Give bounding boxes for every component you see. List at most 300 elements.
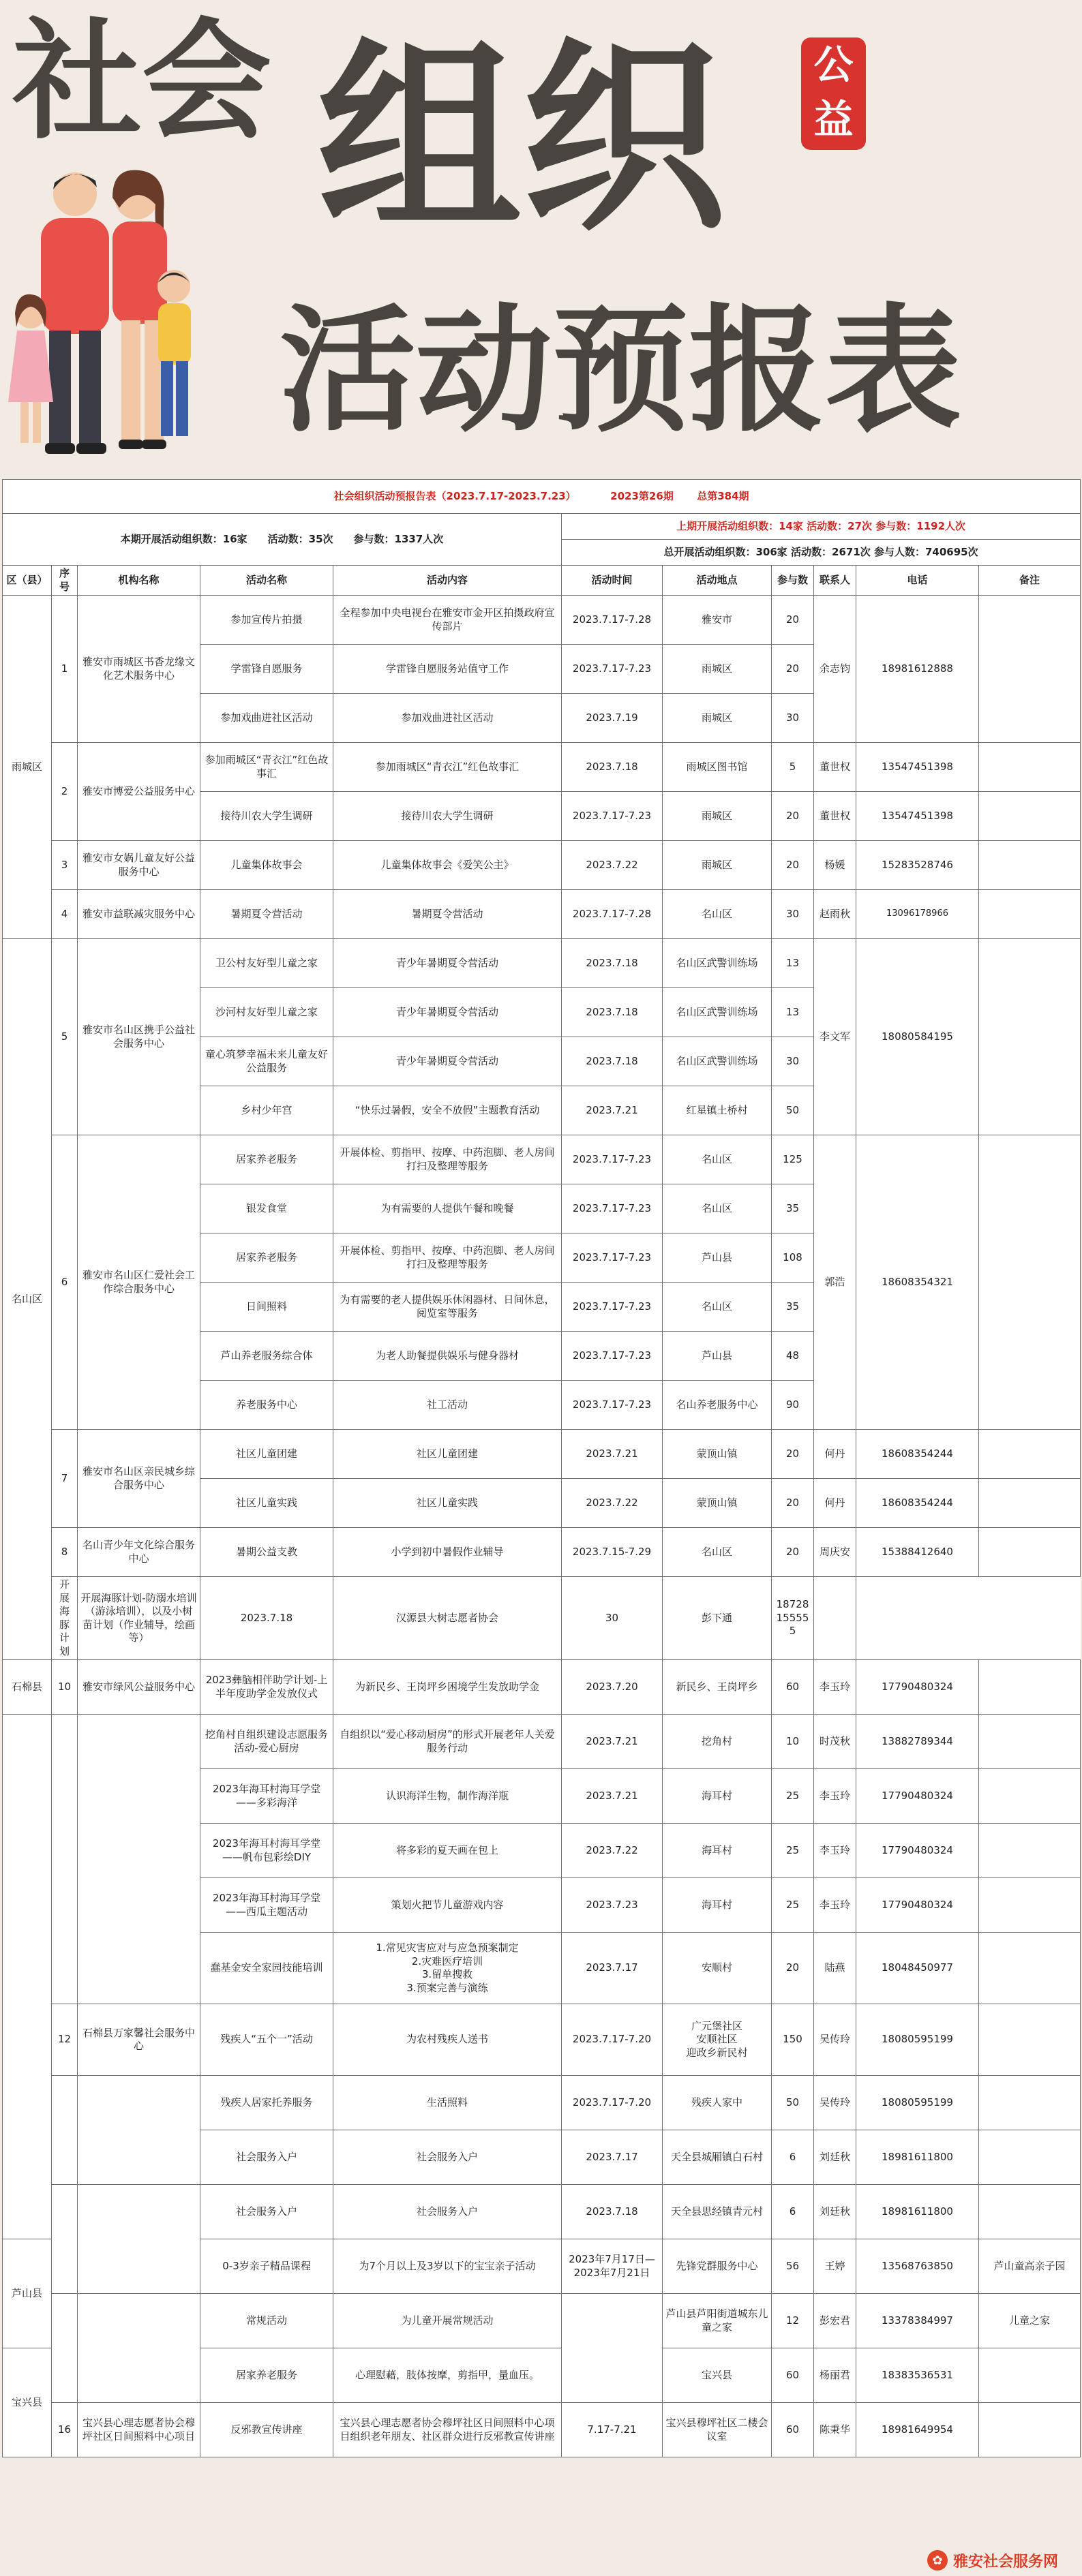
activity-content-cell: 社会服务入户 — [333, 2130, 562, 2185]
activity-place-cell: 广元堡社区 安顺社区 迎政乡新民村 — [663, 2004, 772, 2076]
activity-time-cell: 2023.7.18 — [562, 743, 663, 792]
column-header: 活动地点 — [663, 566, 772, 596]
activity-time-cell: 2023.7.18 — [562, 939, 663, 988]
contact-cell: 彭下通 — [663, 1577, 772, 1660]
activity-content-cell: 为新民乡、王岗坪乡困境学生发放助学金 — [333, 1660, 562, 1715]
column-header: 电话 — [856, 566, 979, 596]
activity-time-cell: 2023.7.15-7.29 — [562, 1528, 663, 1577]
participant-count-cell: 30 — [772, 1037, 814, 1086]
participant-count-cell: 20 — [772, 1528, 814, 1577]
contact-cell: 李玉玲 — [814, 1878, 856, 1933]
activity-time-cell: 2023.7.17-7.20 — [562, 2004, 663, 2076]
participant-count-cell: 60 — [772, 1660, 814, 1715]
phone-cell: 17790480324 — [856, 1769, 979, 1824]
column-header: 活动名称 — [200, 566, 333, 596]
activity-place-cell: 名山区 — [663, 890, 772, 939]
activity-time-cell: 2023.7.17-7.23 — [562, 1135, 663, 1184]
seq-cell: 5 — [52, 939, 78, 1135]
activity-content-cell: 青少年暑期夏令营活动 — [333, 988, 562, 1037]
activity-place-cell: 新民乡、王岗坪乡 — [663, 1660, 772, 1715]
activity-content-cell: 社区儿童团建 — [333, 1430, 562, 1479]
contact-cell: 杨媛 — [814, 841, 856, 890]
report-issue: 2023第26期 — [610, 489, 674, 502]
banner — [0, 0, 1082, 477]
contact-cell: 吴传玲 — [814, 2076, 856, 2130]
participant-count-cell: 10 — [772, 1715, 814, 1769]
activity-place-cell: 名山区 — [663, 1135, 772, 1184]
phone-cell: 13547451398 — [856, 743, 979, 792]
seq-cell — [52, 1715, 78, 2004]
phone-cell: 13378384997 — [856, 2294, 979, 2348]
activity-name-cell: 参加雨城区“青衣江”红色故事汇 — [200, 743, 333, 792]
participant-count-cell: 6 — [772, 2130, 814, 2185]
phone-cell: 18383536531 — [856, 2348, 979, 2403]
activity-content-cell: 为7个月以上及3岁以下的宝宝亲子活动 — [333, 2239, 562, 2294]
phone-cell: 15283528746 — [856, 841, 979, 890]
activity-content-cell: 社工活动 — [333, 1381, 562, 1430]
participant-count-cell: 20 — [772, 1933, 814, 2004]
table-row — [3, 890, 1081, 939]
total-summary: 总开展活动组织数：306家 活动数：2671次 参与人数：740695次 — [562, 540, 1081, 566]
report-title: 社会组织活动预报告表（2023.7.17-2023.7.23） — [333, 489, 576, 502]
activity-content-cell: 为有需要的人提供午餐和晚餐 — [333, 1184, 562, 1233]
participant-count-cell: 30 — [772, 694, 814, 743]
table-row — [3, 2403, 1081, 2457]
table-header-row — [3, 566, 1081, 596]
activity-time-cell: 2023.7.19 — [562, 694, 663, 743]
activity-place-cell: 雨城区 — [663, 792, 772, 841]
participant-count-cell: 25 — [772, 1878, 814, 1933]
note-cell — [979, 939, 1081, 1135]
org-name-cell — [78, 2185, 200, 2294]
phone-cell: 18608354244 — [856, 1430, 979, 1479]
seq-cell — [52, 2076, 78, 2185]
participant-count-cell: 5 — [772, 743, 814, 792]
activity-name-cell: 社会服务入户 — [200, 2130, 333, 2185]
contact-cell: 何丹 — [814, 1479, 856, 1528]
activity-time-cell: 2023年7月17日—2023年7月21日 — [562, 2239, 663, 2294]
table-row — [3, 2004, 1081, 2076]
activity-name-cell: 残疾人“五个一”活动 — [200, 2004, 333, 2076]
phone-cell: 17790480324 — [856, 1824, 979, 1878]
phone-cell: 13568763850 — [856, 2239, 979, 2294]
activity-name-cell: 2023年海耳村海耳学堂——帆布包彩绘DIY — [200, 1824, 333, 1878]
activity-place-cell: 宝兴县 — [663, 2348, 772, 2403]
note-cell — [979, 890, 1081, 939]
note-cell: 儿童之家 — [979, 2294, 1081, 2348]
last-period-summary: 上期开展活动组织数：14家 活动数：27次 参与数：1192人次 — [562, 514, 1081, 540]
activity-time-cell: 2023.7.17-7.23 — [562, 1381, 663, 1430]
activity-place-cell: 芦山县 — [663, 1332, 772, 1381]
activity-content-cell: 策划火把节儿童游戏内容 — [333, 1878, 562, 1933]
column-header: 备注 — [979, 566, 1081, 596]
activity-name-cell: 居家养老服务 — [200, 2348, 333, 2403]
activity-name-cell: 2023彝脑相伴助学计划-上半年度助学金发放仪式 — [200, 1660, 333, 1715]
note-cell — [979, 2004, 1081, 2076]
column-header: 序号 — [52, 566, 78, 596]
table-row — [3, 1715, 1081, 1769]
participant-count-cell: 25 — [772, 1769, 814, 1824]
activity-time-cell: 2023.7.17-7.23 — [562, 792, 663, 841]
phone-cell: 18981611800 — [856, 2185, 979, 2239]
district-cell — [3, 1715, 52, 2239]
contact-cell: 李玉玲 — [814, 1824, 856, 1878]
participant-count-cell: 13 — [772, 939, 814, 988]
activity-name-cell: 沙河村友好型儿童之家 — [200, 988, 333, 1037]
activity-name-cell: 暑期夏令营活动 — [200, 890, 333, 939]
participant-count-cell: 35 — [772, 1184, 814, 1233]
activity-content-cell: 儿童集体故事会《爱笑公主》 — [333, 841, 562, 890]
activity-name-cell: 2023年海耳村海耳学堂——西瓜主题活动 — [200, 1878, 333, 1933]
column-header: 区（县） — [3, 566, 52, 596]
activity-content-cell: 开展体检、剪指甲、按摩、中药泡脚、老人房间打扫及整理等服务 — [333, 1233, 562, 1283]
note-cell — [979, 1715, 1081, 1769]
participant-count-cell: 30 — [562, 1577, 663, 1660]
activity-time-cell: 2023.7.22 — [562, 1479, 663, 1528]
activity-name-cell: 卫公村友好型儿童之家 — [200, 939, 333, 988]
note-cell — [979, 2185, 1081, 2239]
district-cell: 宝兴县 — [3, 2348, 52, 2457]
activity-time-cell: 2023.7.21 — [562, 1430, 663, 1479]
activity-name-cell: 社区儿童实践 — [200, 1479, 333, 1528]
org-name-cell — [78, 1715, 200, 2004]
participant-count-cell: 150 — [772, 2004, 814, 2076]
org-name-cell — [78, 2076, 200, 2185]
activity-name-cell: 学雷锋自愿服务 — [200, 645, 333, 694]
contact-cell: 刘廷秋 — [814, 2185, 856, 2239]
org-name-cell: 雅安市博爱公益服务中心 — [78, 743, 200, 841]
phone-cell: 18080595199 — [856, 2076, 979, 2130]
seal-char-bottom: 益 — [813, 96, 854, 142]
phone-cell: 18728155555 — [772, 1577, 814, 1660]
contact-cell: 余志钧 — [814, 596, 856, 743]
activity-name-cell: 2023年海耳村海耳学堂——多彩海洋 — [200, 1769, 333, 1824]
activity-name-cell: 开展海豚计划 — [52, 1577, 78, 1660]
activity-time-cell: 2023.7.22 — [562, 1824, 663, 1878]
org-name-cell: 石棉县万家馨社会服务中心 — [78, 2004, 200, 2076]
site-footer — [927, 2549, 1058, 2572]
activity-place-cell: 海耳村 — [663, 1769, 772, 1824]
phone-cell: 13547451398 — [856, 792, 979, 841]
participant-count-cell: 35 — [772, 1283, 814, 1332]
seq-cell: 12 — [52, 2004, 78, 2076]
column-header: 机构名称 — [78, 566, 200, 596]
site-name: 雅安社会服务网 — [953, 2553, 1059, 2571]
activity-content-cell: 生活照料 — [333, 2076, 562, 2130]
contact-cell: 郭浩 — [814, 1135, 856, 1430]
activity-name-cell: 常规活动 — [200, 2294, 333, 2348]
contact-cell: 陆燕 — [814, 1933, 856, 2004]
activity-place-cell: 天全县城厢镇白石村 — [663, 2130, 772, 2185]
participant-count-cell: 108 — [772, 1233, 814, 1283]
public-welfare-seal — [801, 37, 866, 150]
activity-content-cell: 青少年暑期夏令营活动 — [333, 1037, 562, 1086]
note-cell — [979, 2130, 1081, 2185]
participant-count-cell: 20 — [772, 1479, 814, 1528]
seq-cell: 1 — [52, 596, 78, 743]
org-name-cell: 雅安市雨城区书香龙缘文化艺术服务中心 — [78, 596, 200, 743]
contact-cell: 何丹 — [814, 1430, 856, 1479]
org-name-cell: 名山青少年文化综合服务中心 — [78, 1528, 200, 1577]
participant-count-cell: 30 — [772, 890, 814, 939]
contact-cell: 杨丽君 — [814, 2348, 856, 2403]
activity-content-cell: 为儿童开展常规活动 — [333, 2294, 562, 2348]
note-cell — [979, 1769, 1081, 1824]
table-row — [3, 2076, 1081, 2130]
activity-time-cell: 2023.7.21 — [562, 1086, 663, 1135]
phone-cell: 18608354321 — [856, 1135, 979, 1430]
district-cell: 芦山县 — [3, 2239, 52, 2348]
activity-content-cell: 暑期夏令营活动 — [333, 890, 562, 939]
phone-cell: 18080595199 — [856, 2004, 979, 2076]
phone-cell: 18608354244 — [856, 1479, 979, 1528]
activity-name-cell: 暑期公益支教 — [200, 1528, 333, 1577]
contact-cell: 吴传玲 — [814, 2004, 856, 2076]
seal-char-top: 公 — [813, 42, 854, 88]
activity-place-cell: 雨城区 — [663, 694, 772, 743]
activity-time-cell: 2023.7.18 — [562, 988, 663, 1037]
banner-title-forecast: 活动预报表 — [280, 292, 962, 450]
district-cell: 名山区 — [3, 939, 52, 1660]
note-cell — [979, 1135, 1081, 1430]
note-cell — [979, 2403, 1081, 2457]
table-row — [3, 596, 1081, 645]
org-name-cell: 雅安市名山区仁爱社会工作综合服务中心 — [78, 1135, 200, 1430]
activity-time-cell: 2023.7.17-7.23 — [562, 1184, 663, 1233]
participant-count-cell: 20 — [772, 1430, 814, 1479]
table-row — [3, 1528, 1081, 1577]
activity-time-cell: 2023.7.22 — [562, 841, 663, 890]
phone-cell: 18048450977 — [856, 1933, 979, 2004]
table-row — [3, 1430, 1081, 1479]
activity-time-cell: 7.17-7.21 — [562, 2403, 663, 2457]
table-row — [3, 1135, 1081, 1184]
note-cell — [979, 1878, 1081, 1933]
activity-time-cell: 2023.7.17-7.23 — [562, 1233, 663, 1283]
activity-name-cell: 蠢基金安全家园技能培训 — [200, 1933, 333, 2004]
activity-name-cell: 童心筑梦幸福未来儿童友好公益服务 — [200, 1037, 333, 1086]
family-illustration — [0, 157, 218, 477]
contact-cell: 王婷 — [814, 2239, 856, 2294]
activity-content-cell: 为老人助餐提供娱乐与健身器材 — [333, 1332, 562, 1381]
activity-time-cell: 2023.7.17-7.28 — [562, 890, 663, 939]
activity-place-cell: 海耳村 — [663, 1824, 772, 1878]
participant-count-cell: 20 — [772, 596, 814, 645]
participant-count-cell: 13 — [772, 988, 814, 1037]
activity-time-cell: 2023.7.17-7.23 — [562, 1332, 663, 1381]
activity-place-cell: 天全县思经镇青元村 — [663, 2185, 772, 2239]
seq-cell — [52, 2185, 78, 2294]
participant-count-cell: 20 — [772, 841, 814, 890]
phone-cell: 17790480324 — [856, 1660, 979, 1715]
activity-content-cell: 宝兴县心理志愿者协会穆坪社区日间照料中心项目组织老年朋友、社区群众进行反邪教宣传讲座 — [333, 2403, 562, 2457]
participant-count-cell: 6 — [772, 2185, 814, 2239]
table-row — [3, 2294, 1081, 2348]
seq-cell — [52, 2294, 78, 2403]
activity-content-cell: 社会服务入户 — [333, 2185, 562, 2239]
banner-title-organization: 组织 — [317, 20, 726, 258]
activity-content-cell: 开展体检、剪指甲、按摩、中药泡脚、老人房间打扫及整理等服务 — [333, 1135, 562, 1184]
activity-content-cell: 心理慰藉，肢体按摩，剪指甲，量血压。 — [333, 2348, 562, 2403]
column-header: 活动时间 — [562, 566, 663, 596]
phone-cell: 18981611800 — [856, 2130, 979, 2185]
table-row — [3, 2185, 1081, 2239]
contact-cell: 彭宏君 — [814, 2294, 856, 2348]
activity-name-cell: 接待川农大学生调研 — [200, 792, 333, 841]
note-cell — [979, 1824, 1081, 1878]
activity-name-cell: 日间照料 — [200, 1283, 333, 1332]
org-name-cell — [78, 2294, 200, 2403]
seq-cell: 6 — [52, 1135, 78, 1430]
phone-cell: 18080584195 — [856, 939, 979, 1135]
activity-place-cell: 名山养老服务中心 — [663, 1381, 772, 1430]
activity-name-cell: 社区儿童团建 — [200, 1430, 333, 1479]
note-cell — [979, 1479, 1081, 1528]
participant-count-cell: 90 — [772, 1381, 814, 1430]
table-row — [3, 939, 1081, 988]
activity-content-cell: 自组织以“爱心移动厨房”的形式开展老年人关爱服务行动 — [333, 1715, 562, 1769]
activity-time-cell: 2023.7.17-7.20 — [562, 2076, 663, 2130]
activity-time-cell — [562, 2294, 663, 2403]
activity-content-cell: 将多彩的夏天画在包上 — [333, 1824, 562, 1878]
activity-report-table — [2, 479, 1081, 2457]
seq-cell: 3 — [52, 841, 78, 890]
activity-time-cell: 2023.7.18 — [562, 2185, 663, 2239]
column-header: 活动内容 — [333, 566, 562, 596]
activity-place-cell: 先锋党群服务中心 — [663, 2239, 772, 2294]
report-table-container — [2, 479, 1080, 2457]
contact-cell: 时茂秋 — [814, 1715, 856, 1769]
activity-place-cell: 名山区武警训练场 — [663, 988, 772, 1037]
activity-place-cell: 红星镇土桥村 — [663, 1086, 772, 1135]
participant-count-cell: 50 — [772, 2076, 814, 2130]
district-cell: 石棉县 — [3, 1660, 52, 1715]
note-cell: 芦山童高亲子园 — [979, 2239, 1081, 2294]
activity-name-cell: 银发食堂 — [200, 1184, 333, 1233]
activity-content-cell: 为农村残疾人送书 — [333, 2004, 562, 2076]
activity-place-cell: 名山区 — [663, 1528, 772, 1577]
activity-place-cell: 雨城区 — [663, 841, 772, 890]
org-name-cell: 雅安市绿风公益服务中心 — [78, 1660, 200, 1715]
org-name-cell: 雅安市益联减灾服务中心 — [78, 890, 200, 939]
activity-place-cell: 蒙顶山镇 — [663, 1430, 772, 1479]
participant-count-cell: 50 — [772, 1086, 814, 1135]
table-row — [3, 841, 1081, 890]
contact-cell: 李文军 — [814, 939, 856, 1135]
table-row — [3, 1577, 1081, 1660]
note-cell — [979, 792, 1081, 841]
note-cell — [979, 2076, 1081, 2130]
activity-place-cell: 雅安市 — [663, 596, 772, 645]
activity-place-cell: 海耳村 — [663, 1878, 772, 1933]
activity-content-cell: 接待川农大学生调研 — [333, 792, 562, 841]
activity-place-cell: 芦山县 — [663, 1233, 772, 1283]
participant-count-cell: 60 — [772, 2348, 814, 2403]
activity-content-cell: 参加雨城区“青衣江”红色故事汇 — [333, 743, 562, 792]
phone-cell: 17790480324 — [856, 1878, 979, 1933]
activity-content-cell: “快乐过暑假，安全不放假”主题教育活动 — [333, 1086, 562, 1135]
phone-cell: 15388412640 — [856, 1528, 979, 1577]
report-title-row — [3, 480, 1081, 514]
note-cell — [979, 841, 1081, 890]
activity-time-cell: 2023.7.18 — [200, 1577, 333, 1660]
activity-time-cell: 2023.7.17 — [562, 1933, 663, 2004]
contact-cell: 李玉玲 — [814, 1769, 856, 1824]
activity-name-cell: 反邪教宣传讲座 — [200, 2403, 333, 2457]
activity-name-cell: 挖角村自组织建设志愿服务活动-爱心厨房 — [200, 1715, 333, 1769]
org-name-cell: 宝兴县心理志愿者协会穆坪社区日间照料中心项目 — [78, 2403, 200, 2457]
seq-cell: 7 — [52, 1430, 78, 1528]
note-cell — [814, 1577, 856, 1660]
note-cell — [979, 1528, 1081, 1577]
org-name-cell: 雅安市名山区亲民城乡综合服务中心 — [78, 1430, 200, 1528]
activity-time-cell: 2023.7.21 — [562, 1769, 663, 1824]
note-cell — [979, 1430, 1081, 1479]
banner-title-social: 社会 — [12, 6, 272, 157]
participant-count-cell: 60 — [772, 2403, 814, 2457]
activity-content-cell: 1.常见灾害应对与应急预案制定 2.灾难医疗培训 3.留单搜救 3.预案完善与演练 — [333, 1933, 562, 2004]
activity-place-cell: 名山区武警训练场 — [663, 1037, 772, 1086]
activity-place-cell: 安顺村 — [663, 1933, 772, 2004]
table-row — [3, 1660, 1081, 1715]
district-cell: 雨城区 — [3, 596, 52, 939]
activity-place-cell: 挖角村 — [663, 1715, 772, 1769]
phone-cell: 18981649954 — [856, 2403, 979, 2457]
note-cell — [979, 596, 1081, 743]
activity-place-cell: 残疾人家中 — [663, 2076, 772, 2130]
activity-name-cell: 社会服务入户 — [200, 2185, 333, 2239]
activity-time-cell: 2023.7.23 — [562, 1878, 663, 1933]
phone-cell: 13882789344 — [856, 1715, 979, 1769]
activity-time-cell: 2023.7.20 — [562, 1660, 663, 1715]
contact-cell: 董世权 — [814, 792, 856, 841]
note-cell — [979, 1933, 1081, 2004]
activity-place-cell: 名山区武警训练场 — [663, 939, 772, 988]
activity-name-cell: 居家养老服务 — [200, 1233, 333, 1283]
activity-place-cell: 雨城区图书馆 — [663, 743, 772, 792]
participant-count-cell: 12 — [772, 2294, 814, 2348]
org-name-cell: 雅安市女娲儿童友好公益服务中心 — [78, 841, 200, 890]
activity-place-cell: 名山区 — [663, 1184, 772, 1233]
activity-name-cell: 参加宣传片拍摄 — [200, 596, 333, 645]
activity-name-cell: 芦山养老服务综合体 — [200, 1332, 333, 1381]
participant-count-cell: 20 — [772, 645, 814, 694]
activity-content-cell: 参加戏曲进社区活动 — [333, 694, 562, 743]
activity-name-cell: 儿童集体故事会 — [200, 841, 333, 890]
activity-content-cell: 社区儿童实践 — [333, 1479, 562, 1528]
activity-time-cell: 2023.7.17-7.23 — [562, 645, 663, 694]
note-cell — [979, 2348, 1081, 2403]
activity-place-cell: 雨城区 — [663, 645, 772, 694]
activity-name-cell: 0-3岁亲子精品课程 — [200, 2239, 333, 2294]
activity-name-cell: 居家养老服务 — [200, 1135, 333, 1184]
participant-count-cell: 25 — [772, 1824, 814, 1878]
seq-cell: 8 — [52, 1528, 78, 1577]
activity-name-cell: 乡村少年宫 — [200, 1086, 333, 1135]
table-body — [3, 596, 1081, 2457]
org-name-cell: 雅安市名山区携手公益社会服务中心 — [78, 939, 200, 1135]
activity-place-cell: 汉源县大树志愿者协会 — [333, 1577, 562, 1660]
contact-cell: 董世权 — [814, 743, 856, 792]
contact-cell: 赵雨秋 — [814, 890, 856, 939]
activity-content-cell: 学雷锋自愿服务站值守工作 — [333, 645, 562, 694]
activity-name-cell: 养老服务中心 — [200, 1381, 333, 1430]
phone-cell: 18981612888 — [856, 596, 979, 743]
participant-count-cell: 20 — [772, 792, 814, 841]
contact-cell: 李玉玲 — [814, 1660, 856, 1715]
note-cell — [979, 743, 1081, 792]
activity-content-cell: 为有需要的老人提供娱乐休闲器材、日间休息，阅览室等服务 — [333, 1283, 562, 1332]
